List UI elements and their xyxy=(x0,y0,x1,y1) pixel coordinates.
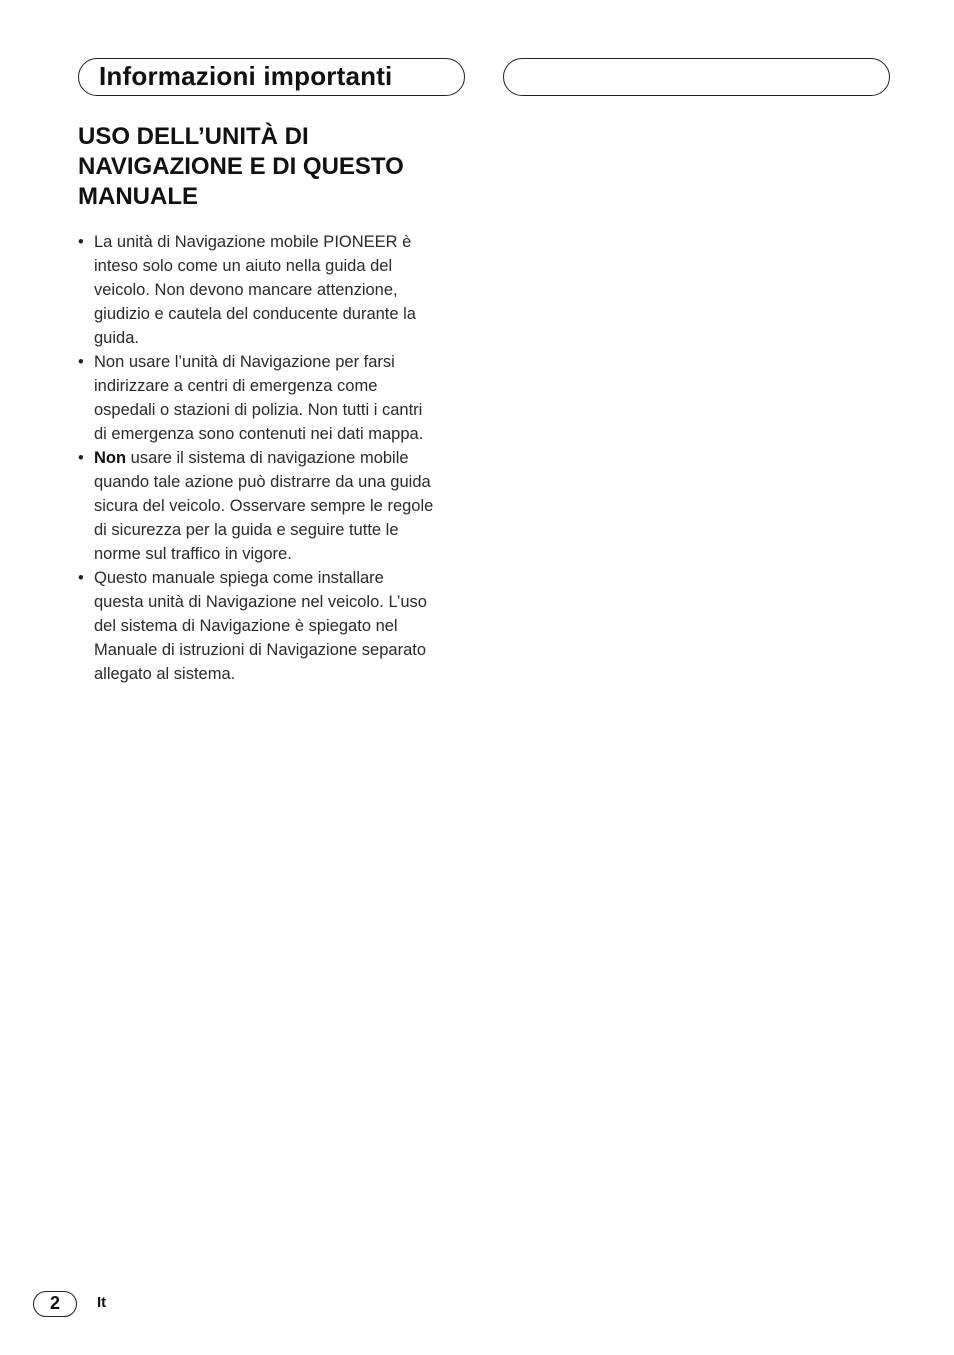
page-number: 2 xyxy=(49,1293,60,1313)
empty-title-box xyxy=(503,58,890,96)
section-heading-line: NAVIGAZIONE E DI QUESTO xyxy=(78,153,404,180)
bullet-line: norme sul traffico in vigore. xyxy=(94,545,292,563)
section-heading-line: USO DELL’UNITÀ DI xyxy=(78,123,309,150)
bullet-line: • Non usare l’unità di Navigazione per farsi xyxy=(94,353,395,371)
bullet-item xyxy=(78,350,468,446)
bullet-line: • La unità di Navigazione mobile PIONEER è xyxy=(94,233,412,251)
bullet-line: ospedali o stazioni di polizia. Non tutti i cantri xyxy=(94,401,423,419)
bullet-line: guida. xyxy=(94,329,139,347)
section-title-box xyxy=(78,58,465,96)
bullet-line-rest: usare il sistema di navigazione mobile xyxy=(126,449,409,467)
bullet-item xyxy=(78,446,468,566)
bullet-line: Manuale di istruzioni di Navigazione separato xyxy=(94,641,427,659)
bullet-item xyxy=(78,566,468,686)
bullet-line: veicolo. Non devono mancare attenzione, xyxy=(94,281,398,299)
bullet-item xyxy=(78,230,468,350)
bullet-line: sicura del veicolo. Osservare sempre le regole xyxy=(94,497,434,515)
bullet-line: • Questo manuale spiega come installare xyxy=(94,569,384,587)
bullet-line: allegato al sistema. xyxy=(94,665,236,683)
emphasis-text: Non xyxy=(94,449,127,467)
bullet-line: quando tale azione può distrarre da una guida xyxy=(94,473,431,491)
language-code: It xyxy=(97,1294,107,1311)
page-number-badge xyxy=(33,1291,77,1317)
bullet-line: questa unità di Navigazione nel veicolo. L’uso xyxy=(94,593,427,611)
bullet-line: del sistema di Navigazione è spiegato nel xyxy=(94,617,398,635)
bullet-line-with-emphasis xyxy=(94,446,468,470)
bullet-line: inteso solo come un aiuto nella guida del xyxy=(94,257,393,275)
section-title: Informazioni importanti xyxy=(99,61,393,91)
bullet-line: indirizzare a centri di emergenza come xyxy=(94,377,378,395)
bullet-line: giudizio e cautela del conducente durante la xyxy=(94,305,416,323)
section-heading xyxy=(78,122,478,212)
bullet-list xyxy=(78,230,468,686)
section-heading-line: MANUALE xyxy=(78,183,198,210)
bullet-line: di sicurezza per la guida e seguire tutte le xyxy=(94,521,399,539)
bullet-line: di emergenza sono contenuti nei dati mappa. xyxy=(94,425,424,443)
